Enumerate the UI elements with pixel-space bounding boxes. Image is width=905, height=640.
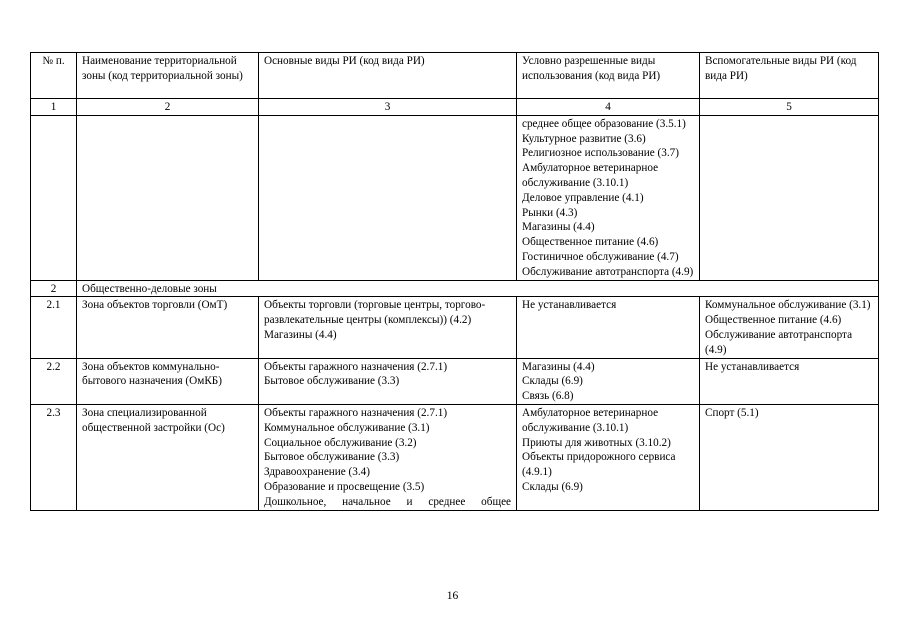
list-item: Общественное питание (4.6) (705, 314, 842, 327)
list-item: Магазины (4.4) (522, 360, 595, 373)
index-cell: 3 (259, 99, 517, 116)
table-row (31, 358, 879, 404)
section-num: 2 (31, 280, 77, 297)
list-item: Коммунальное обслуживание (3.1) (264, 421, 430, 434)
index-cell: 2 (77, 99, 259, 116)
table-row (31, 404, 879, 510)
table-row (31, 297, 879, 358)
main-uses-cell (259, 358, 517, 404)
list-item: Культурное развитие (3.6) (522, 132, 646, 145)
main-uses-cell (259, 297, 517, 358)
list-item: Образование и просвещение (3.5) (264, 480, 425, 493)
row-num: 2.3 (31, 404, 77, 510)
list-item: Гостиничное обслуживание (4.7) (522, 250, 679, 263)
row-num: 2.2 (31, 358, 77, 404)
empty-cell (259, 115, 517, 280)
list-item: Дошкольное, начальное и среднее общее (264, 495, 511, 508)
list-item: Религиозное использование (3.7) (522, 147, 679, 160)
list-item: Рынки (4.3) (522, 206, 578, 219)
page-number: 16 (446, 590, 459, 602)
list-item: Объекты гаражного назначения (2.7.1) (264, 406, 448, 419)
zoning-table (30, 52, 879, 511)
list-item: Не устанавливается (522, 299, 617, 312)
header-num: № п. (31, 53, 77, 99)
auxiliary-cell (700, 404, 879, 510)
list-item: Амбулаторное ветеринарное обслуживание (3.10.1) (522, 162, 659, 189)
header-main: Основные виды РИ (код вида РИ) (259, 53, 517, 99)
list-item: Здравоохранение (3.4) (264, 466, 370, 479)
list-item: Общественное питание (4.6) (522, 236, 659, 249)
list-item: Склады (6.9) (522, 480, 583, 493)
list-item: Бытовое обслуживание (3.3) (264, 375, 400, 388)
list-item: Обслуживание автотранспорта (4.9) (705, 328, 853, 356)
index-cell: 1 (31, 99, 77, 116)
conditional-cell (517, 404, 700, 510)
list-item: среднее общее образование (3.5.1) (522, 117, 686, 130)
list-item: Не устанавливается (705, 360, 800, 373)
section-title: Общественно-деловые зоны (77, 280, 879, 297)
list-item: Бытовое обслуживание (3.3) (264, 451, 400, 464)
list-item: Объекты торговли (торговые центры, торгово-развлекательные центры (комплексы)) (4.2) (264, 299, 486, 327)
list-item: Приюты для животных (3.10.2) (522, 436, 671, 449)
list-item: Магазины (4.4) (522, 221, 595, 234)
list-item: Коммунальное обслуживание (3.1) (705, 299, 871, 312)
header-zone: Наименование территориальной зоны (код территориальной зоны) (77, 53, 259, 99)
index-cell: 5 (700, 99, 879, 116)
auxiliary-cell (700, 297, 879, 358)
conditional-cell (517, 115, 700, 280)
continued-row (31, 115, 879, 280)
empty-cell (77, 115, 259, 280)
empty-cell (700, 115, 879, 280)
conditional-cell (517, 297, 700, 358)
list-item: Склады (6.9) (522, 375, 583, 388)
auxiliary-cell (700, 358, 879, 404)
zone-name: Зона специализированной общественной застройки (Ос) (77, 404, 259, 510)
column-index-row (31, 99, 879, 116)
table-header-row (31, 53, 879, 99)
main-uses-cell (259, 404, 517, 510)
list-item: Социальное обслуживание (3.2) (264, 436, 417, 449)
zone-name: Зона объектов коммунально-бытового назначения (ОмКБ) (77, 358, 259, 404)
section-row (31, 280, 879, 297)
list-item: Магазины (4.4) (264, 328, 337, 341)
list-item: Связь (6.8) (522, 390, 574, 403)
row-num: 2.1 (31, 297, 77, 358)
list-item: Объекты придорожного сервиса (4.9.1) (522, 451, 676, 479)
list-item: Объекты гаражного назначения (2.7.1) (264, 360, 448, 373)
zone-name: Зона объектов торговли (ОмТ) (77, 297, 259, 358)
conditional-cell (517, 358, 700, 404)
list-item: Обслуживание автотранспорта (4.9) (522, 265, 694, 278)
header-auxiliary: Вспомогательные виды РИ (код вида РИ) (700, 53, 879, 99)
list-item: Амбулаторное ветеринарное обслуживание (3.10.1) (522, 406, 659, 434)
index-cell: 4 (517, 99, 700, 116)
empty-cell (31, 115, 77, 280)
list-item: Спорт (5.1) (705, 406, 759, 419)
header-conditional: Условно разрешенные виды использования (код вида РИ) (517, 53, 700, 99)
list-item: Деловое управление (4.1) (522, 191, 644, 204)
